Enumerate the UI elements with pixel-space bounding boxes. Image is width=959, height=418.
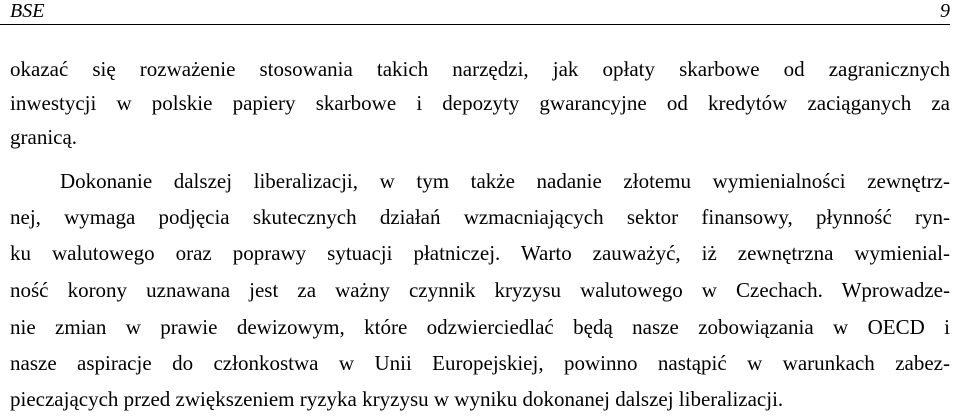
text-line: okazać się rozważenie stosowania takich narzędzi, jak opłaty skarbowe od zagranicznych [10,57,950,81]
text-line: nej, wymaga podjęcia skutecznych działań wzmacniających sektor finansowy, płynność ryn- [10,205,950,229]
journal-abbreviation: BSE [10,0,45,22]
text-line: ku walutowego oraz poprawy sytuacji płatniczej. Warto zauważyć, iż zewnętrzna wymienial- [10,241,950,265]
text-line: granicą. [10,125,78,149]
text-line: pieczających przed zwiększeniem ryzyka kryzysu w wyniku dokonanej dalszej liberalizacji. [10,387,784,411]
text-line: ność korony uznawana jest za ważny czynnik kryzysu walutowego w Czechach. Wprowadze- [10,278,950,302]
running-header [0,0,950,25]
text-line: inwestycji w polskie papiery skarbowe i depozyty gwarancyjne od kredytów zaciąganych za [10,91,950,115]
page-number: 9 [940,0,950,22]
text-line: nasze aspiracje do członkostwa w Unii Europejskiej, powinno nastąpić w warunkach zabez- [10,351,950,375]
text-line: nie zmian w prawie dewizowym, które odzwierciedlać będą nasze zobowiązania w OECD i [10,315,950,339]
text-line: Dokonanie dalszej liberalizacji, w tym także nadanie złotemu wymienialności zewnętrz- [60,169,950,193]
